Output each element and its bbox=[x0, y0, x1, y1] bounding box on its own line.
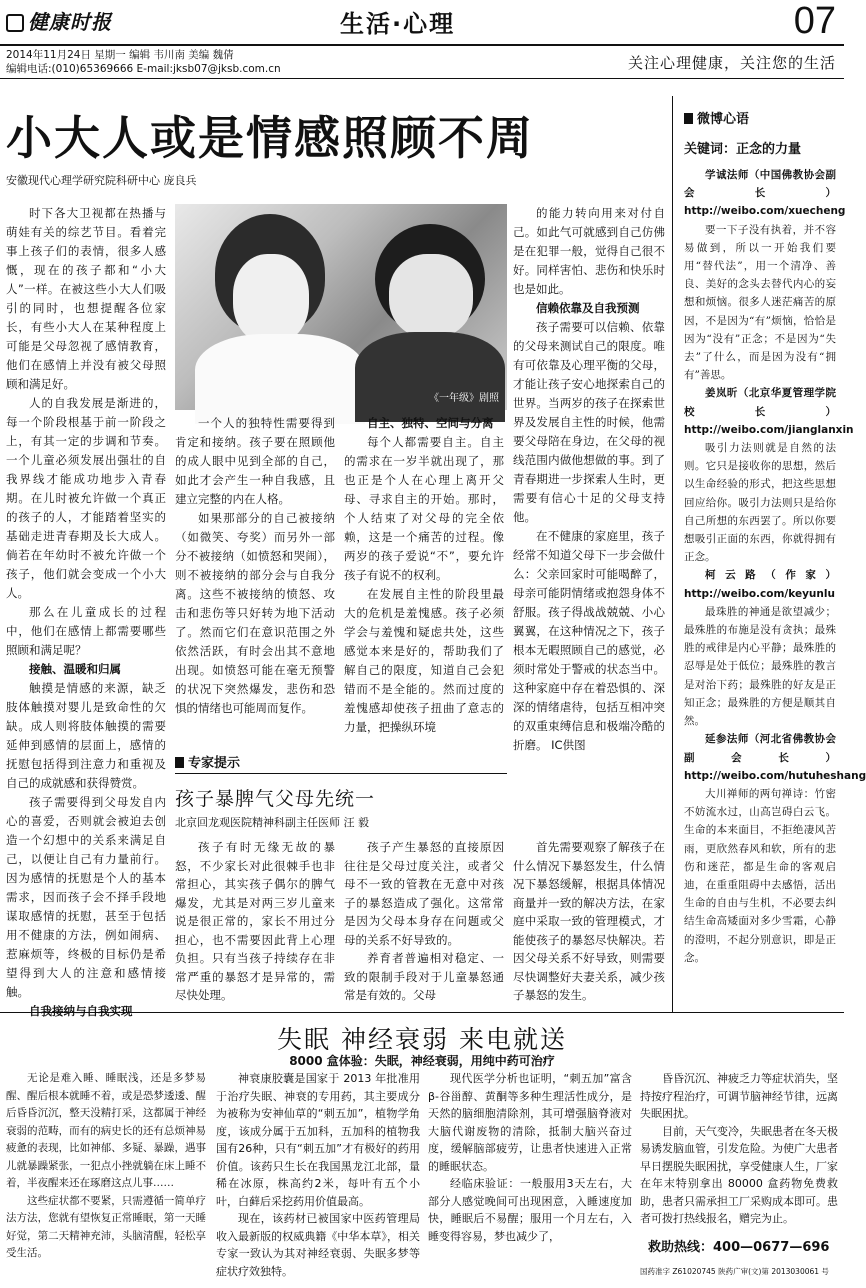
paragraph: 要一下子没有执着，并不容易做到，所以一开始我们要用“替代法”，用一个清净、善良、美好的念头去替代内心的妄想和烦恼。很多人迷茫痛苦的原因，不是因为“有”烦恼，恰恰是因为“没有”正念；不是因为“失去”了什么，而是因为没有“拥有”善思。 bbox=[684, 223, 836, 382]
paragraph: 经临床验证：一般服用3天左右，大部分人感觉晚间可出现困意，入睡速度加快，睡眠后不易醒；服用一个月左右，入睡变得容易，梦也减少了， bbox=[428, 1177, 632, 1243]
article-headline: 小大人或是情感照顾不周 bbox=[6, 111, 534, 165]
square-bullet-icon bbox=[175, 757, 184, 768]
paragraph: 一个人的独特性需要得到肯定和接纳。孩子要在照顾他的成人眼中见到全部的自己，如此才会产生一种自我感，且建立完整的内在人格。 bbox=[175, 416, 335, 506]
subheading: 信赖依靠及自我预测 bbox=[536, 301, 640, 315]
paragraph: 孩子需要得到父母发自内心的喜爱，否则就会被迫去创造一个幻想中的关系来满足自己，以便让自己有力量前行。因为感情的抚慰是个人的基本需求，因而孩子会不择手段地谋取感情的抚慰，甚至于包括用不健康的方法，例如闹病、惹麻烦等，终极的目标仍是希望得到大人的注意和感情接触。 bbox=[6, 795, 166, 999]
ad-subtitle: 8000 盒体验：失眠，神经衰弱，用纯中药可治疗 bbox=[289, 1054, 555, 1068]
expert-byline: 北京回龙观医院精神科副主任医师 汪 毅 bbox=[175, 816, 369, 829]
paragraph: 神衰康胶囊是国家于 2013 年批准用于治疗失眠、神衰的专用药，其主要成分为被称为安神仙草的“刺五加”，植物学角度，该成分属于五加科，五加科的植物我国有26种，只有“刺五加”才有极好的药用价值。该药只生长在我国黑龙江北部，量稀在冰原，株高约2米，每叶有五个小叶，白藓后采挖药用价值最高。 bbox=[216, 1072, 420, 1208]
paragraph: 大川禅师的两句禅诗：竹密不妨流水过，山高岂碍白云飞。生命的本来面目，不拒绝凄风苦雨，更欣然春风和软，所有的悲伤和迷茫，都是生命的客观启迪，在重重阻碍中去感悟，活出生命的自由与生机，不必要去纠结生命高矮面对多少雪霜，心静的澄明，不起分别意识，即是正念。 bbox=[684, 787, 836, 964]
paragraph: 的能力转向用来对付自己。如此气可就感到自己仿佛是在犯罪一般，觉得自己很不好。同样害怕、悲伤和快乐时也是如此。 bbox=[513, 206, 665, 296]
paragraph: 那么在儿童成长的过程中，他们在感情上都需要哪些照顾和满足呢？ bbox=[6, 605, 166, 657]
weibo-source: 柯云路（作家）http://weibo.com/keyunlu bbox=[684, 569, 836, 600]
header-divider bbox=[0, 78, 844, 79]
paragraph: 触摸是情感的来源，缺乏肢体触摸对婴儿是致命性的欠缺。成人则将肢体触摸的需要延伸到感情的层面上，感情的抚慰包括得到注意力和重视及自己的成就感和获得赞赏。 bbox=[6, 681, 166, 790]
expert-tip-label: 专家提示 bbox=[188, 756, 241, 771]
newspaper-logo bbox=[6, 6, 112, 35]
paragraph: 孩子有时无缘无故的暴怒，不少家长对此很棘手也非常担心，其实孩子偶尔的脾气爆发，尤其是对两三岁儿童来说是很正常的，家长不用过分担心，也不需要因此背上心理负担。只有当孩子持续存在非常严重的暴怒才是异常的，需尽快处理。 bbox=[175, 840, 335, 1002]
article-byline: 安徽现代心理学研究院科研中心 庞良兵 bbox=[6, 174, 197, 187]
ad-column-2 bbox=[216, 1070, 420, 1280]
paragraph: 时下各大卫视都在热播与萌娃有关的综艺节目。看着完事上孩子们的表情，很多人感慨，现在的孩子都和“小大人”一样。在被这些小大人们吸引的同时，也想提醒各位家长，有些小大人在某种程度上可能是父母忽视了感情教育，他们在感情上并没有被父母照顾和满足好。 bbox=[6, 206, 166, 391]
right-column-divider bbox=[672, 96, 673, 1012]
paragraph: 昏昏沉沉、神疲乏力等症状消失，坚持按疗程治疗，可调节脑神经节律，远离失眠困扰。 bbox=[640, 1072, 838, 1120]
paragraph: 孩子产生暴怒的直接原因往往是父母过度关注，或者父母不一致的管教在无意中对孩子的暴怒造成了强化。这常常是因为父母本身存在问题或父母的关系不好导致的。 bbox=[344, 840, 504, 947]
ad-approval-number: 国药准字 Z61020745 陕药广审(文)第 2013030061 号 bbox=[640, 1267, 829, 1276]
paragraph: 在发展自主性的阶段里最大的危机是羞愧感。孩子必须学会与羞愧和疑虑共处，这些感觉本来是好的，帮助我们了解自己的限度，知道自己会犯错而不是全能的。然而过度的羞愧感却使孩子扭曲了意志的力量，把操纵环境 bbox=[344, 587, 504, 734]
weibo-source: 延参法师（河北省佛教协会副会长）http://weibo.com/hutuheshang bbox=[684, 733, 866, 782]
expert-column-2 bbox=[344, 838, 504, 1005]
subheading: 接触、温暖和归属 bbox=[29, 662, 121, 676]
photo-girl-body bbox=[195, 334, 365, 424]
paragraph: 孩子需要可以信赖、依靠的父母来测试自己的限度。唯有可依靠及心理平衡的父母，才能让孩子安心地探索自己的世界。当两岁的孩子在探索世界及发展自主性的时候，他需要父母陪在身边，在父母的视线范围内做他想做的事。到了青春期进一步探索人生时，更需要有信心十足的父母支持他。 bbox=[513, 320, 665, 524]
subheading: 自主、独特、空间与分离 bbox=[367, 416, 494, 430]
ad-column-3 bbox=[428, 1070, 632, 1245]
article-column-1 bbox=[6, 204, 166, 1021]
photo-boy-body bbox=[355, 332, 505, 422]
expert-column-3 bbox=[513, 838, 665, 1005]
paragraph: 吸引力法则就是自然的法则。它只是接收你的思想，然后以生命经验的形式，把这些思想回应给你。吸引力法则只是给你自己所想的东西罢了。所以你要想吸引正面的东西，你就得拥有正念。 bbox=[684, 442, 836, 564]
ad-column-4 bbox=[640, 1070, 838, 1228]
weibo-column bbox=[684, 166, 866, 967]
photo-caption: 《一年级》剧照 bbox=[429, 393, 499, 404]
ad-column-1 bbox=[6, 1070, 206, 1263]
weibo-keyword: 关键词：正念的力量 bbox=[684, 142, 802, 157]
page-number: 07 bbox=[793, 0, 836, 42]
masthead bbox=[0, 0, 844, 46]
paragraph: 无论是难入睡、睡眠浅，还是多梦易醒、醒后根本就睡不着，或是恐梦逶逶、醒后昏昏沉沉，整天没精打采，这都属于神经衰弱的范畴，而有的病史长的还有总烦神易疲惫的表现，比如神郁、多疑、暴躁，遇事儿就暴躁紧张，一犯点小挫就躺在床上睡不着，半夜醒来还在琢磨这点儿事…… bbox=[6, 1072, 206, 1189]
ad-hotline: 救助热线：400—0677—696 bbox=[648, 1240, 830, 1255]
paragraph: 每个人都需要自主。自主的需求在一岁半就出现了，那也正是个人在心理上离开父母、寻求自主的开始。那时，个人结束了对父母的完全依赖，这是一个痛苦的过程。像两岁的孩子爱说“不”，要允许孩子有说不的权利。 bbox=[344, 435, 504, 582]
weibo-tag bbox=[684, 108, 749, 127]
weibo-source: 学诚法师（中国佛教协会副会长）http://weibo.com/xuecheng bbox=[684, 169, 846, 218]
ad-divider bbox=[0, 1012, 844, 1013]
weibo-tag-label: 微博心语 bbox=[697, 112, 750, 127]
article-photo bbox=[175, 204, 507, 410]
expert-title: 孩子暴脾气父母先统一 bbox=[175, 788, 376, 810]
paragraph: 首先需要观察了解孩子在什么情况下暴怒发生，什么情况下暴怒缓解，根据具体情况商量并一致的解决方法，在家庭中采取一致的管理模式，才能使孩子的暴怒尽快解决。若因父母关系不好导致，则需要尽快调整好夫妻关系，减少孩子暴怒的发生。 bbox=[513, 840, 665, 1002]
contact-line: 编辑电话:(010)65369666 E-mail:jksb07@jksb.com.cn bbox=[6, 63, 281, 75]
photo-boy-face bbox=[389, 254, 473, 338]
date-editor-line: 2014年11月24日 星期一 编辑 韦川南 美编 魏倩 bbox=[6, 49, 234, 61]
article-column-4 bbox=[513, 204, 665, 755]
weibo-source: 姜岚昕（北京华夏管理学院校长）http://weibo.com/jianglanxin bbox=[684, 387, 854, 436]
paragraph: 最珠胜的神通是欲望减少；最殊胜的布施是没有贪执；最殊胜的戒律是内心平静；最殊胜的忍辱是处于低位；最殊胜的教言是对治下药；最殊胜的好友是正知正念；最殊胜的方便是顺其自然。 bbox=[684, 605, 836, 728]
logo-icon bbox=[6, 14, 24, 32]
paragraph: 在不健康的家庭里，孩子经常不知道父母下一步会做什么：父亲回家时可能喝醉了，母亲可能阴情绪或抱怨身体不舒服。孩子得战战兢兢、小心翼翼，在这种情况之下，孩子根本无暇照顾自己的感觉，必须时常处于警戒的状态当中。这种家庭中存在着恐惧的、深深的情绪虐待，包括互相冲突的双重束缚信息和极端冷酷的折磨。 IC供图 bbox=[513, 529, 665, 752]
paragraph: 目前，天气变冷，失眠患者在冬天极易诱发脑血管，引发危险。为使广大患者早日摆脱失眠困扰，享受健康人生，厂家在年末特别拿出 80000 盒药物免费救助，患者只需承担工厂采购成本即可。患者可拨打热线报名，赠完为止。 bbox=[640, 1124, 838, 1225]
ad-title: 失眠 神经衰弱 来电就送 bbox=[277, 1025, 567, 1054]
article-column-3 bbox=[344, 414, 504, 737]
paragraph: 现代医学分析也证明，“刺五加”富含 β-谷甾醇、黄酮等多种生理活性成分，是天然的脑细胞清除剂，其可增强脑脊液对大脑代谢废物的清除，抵制大脑兴奋过度，缓解脑部疲劳，让患者快速进入正常的睡眠状态。 bbox=[428, 1072, 632, 1173]
paragraph: 这些症状都不要紧，只需遵循一简单疗法方法，您就有望恢复正常睡眠，第一天睡好觉，第二天精神充沛，头脑清醒，轻松享受生活。 bbox=[6, 1194, 206, 1259]
paragraph: 如果那部分的自己被接纳（如微笑、夸奖）而另外一部分不被接纳（如愤怒和哭闹），则不被接纳的部分会与自我分离。这些不被接纳的愤怒、攻击和悲伤等只好转为地下活动了。然而它们在意识范围之外依然活跃，有时会出其不意地出现。如愤怒可能在毫无预警的状况下突然爆发，悲伤和恐惧的情绪也可能周而复作。 bbox=[175, 511, 335, 715]
subheading: 自我接纳与自我实现 bbox=[29, 1004, 133, 1018]
expert-column-1 bbox=[175, 838, 335, 1005]
square-bullet-icon bbox=[684, 113, 693, 124]
paragraph: 人的自我发展是渐进的，每一个阶段根基于前一阶段之上，有其一定的步调和节奏。一个儿童必须发展出强壮的自我界线才能成功地步入青春期。在儿时被允许做一个真正的孩子的人，才能踏着坚实的基础走进青春期及长大成人。倘若在年幼时不被允许做一个孩子，他们就会变成一个小大人。 bbox=[6, 396, 166, 600]
expert-tip-tag bbox=[175, 752, 507, 774]
paragraph: 现在，该药材已被国家中医药管理局收入最新版的权威典籍《中华本草》，相关专家一致认为其对神经衰弱、失眠多梦等症状疗效独特。 bbox=[216, 1212, 420, 1278]
paragraph: 养育者普遍相对稳定、一致的限制手段对于儿童暴怒通常是有效的。父母 bbox=[344, 951, 504, 1002]
logo-text: 健康时报 bbox=[28, 10, 112, 34]
photo-girl-face bbox=[233, 254, 309, 344]
issue-meta bbox=[6, 48, 281, 76]
section-title: 生活·心理 bbox=[340, 10, 456, 38]
slogan: 关注心理健康，关注您的生活 bbox=[627, 54, 836, 72]
article-column-2 bbox=[175, 414, 335, 718]
